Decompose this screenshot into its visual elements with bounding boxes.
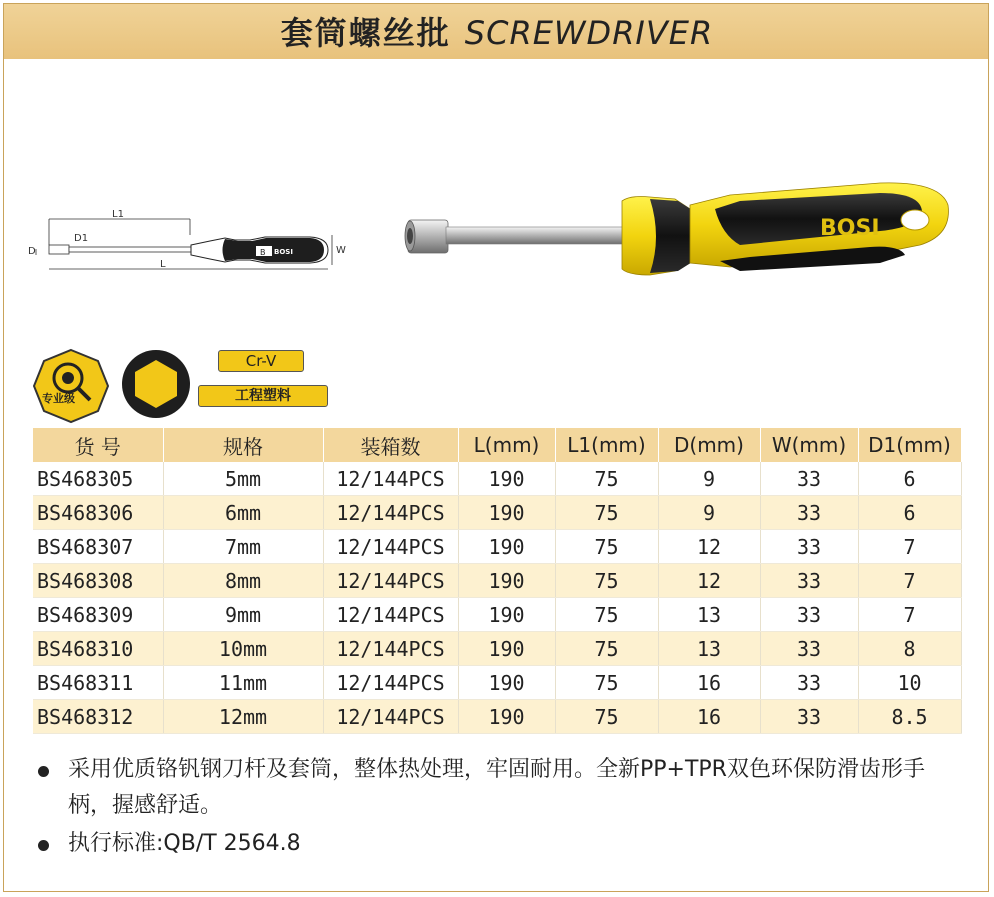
title-cn: 套筒螺丝批 — [280, 14, 451, 52]
cell-l: 190 — [458, 598, 555, 632]
cell-l1: 75 — [555, 462, 658, 496]
table-row — [33, 462, 961, 496]
cell-model: BS468306 — [33, 496, 163, 530]
bullet-dot-icon — [38, 766, 49, 777]
cell-w: 33 — [760, 564, 858, 598]
note-item — [34, 752, 964, 824]
cell-d1: 7 — [858, 564, 961, 598]
professional-grade-badge — [32, 348, 110, 424]
bullet-dot-icon — [38, 840, 49, 851]
drawing-brand: BOSI — [274, 248, 293, 256]
cell-d1: 8 — [858, 632, 961, 666]
cell-model: BS468311 — [33, 666, 163, 700]
cell-w: 33 — [760, 598, 858, 632]
table-row — [33, 632, 961, 666]
cell-l1: 75 — [555, 564, 658, 598]
cell-size: 6mm — [163, 496, 323, 530]
cell-model: BS468305 — [33, 462, 163, 496]
cell-l1: 75 — [555, 700, 658, 734]
cell-model: BS468310 — [33, 632, 163, 666]
table-row — [33, 530, 961, 564]
cell-model: BS468309 — [33, 598, 163, 632]
header-packing: 装箱数 — [323, 428, 458, 462]
hex-socket-badge — [120, 348, 192, 420]
cell-w: 33 — [760, 530, 858, 564]
header-d1: D1(mm) — [858, 428, 961, 462]
cell-l: 190 — [458, 462, 555, 496]
svg-text:B: B — [260, 248, 266, 257]
cell-size: 5mm — [163, 462, 323, 496]
title-en: SCREWDRIVER — [464, 14, 714, 52]
cell-packing: 12/144PCS — [323, 632, 458, 666]
cell-size: 12mm — [163, 700, 323, 734]
header-w: W(mm) — [760, 428, 858, 462]
header-l: L(mm) — [458, 428, 555, 462]
cell-d: 13 — [658, 632, 760, 666]
cell-size: 8mm — [163, 564, 323, 598]
header-model: 货 号 — [33, 428, 163, 462]
cell-d: 12 — [658, 530, 760, 564]
header-d: D(mm) — [658, 428, 760, 462]
dimension-drawing-svg — [20, 205, 360, 275]
cell-d1: 6 — [858, 462, 961, 496]
cell-size: 7mm — [163, 530, 323, 564]
cell-d1: 7 — [858, 598, 961, 632]
cell-packing: 12/144PCS — [323, 564, 458, 598]
cell-w: 33 — [760, 666, 858, 700]
cell-d: 16 — [658, 700, 760, 734]
cell-l: 190 — [458, 700, 555, 734]
label-d: D — [28, 246, 36, 257]
cell-size: 9mm — [163, 598, 323, 632]
cell-l: 190 — [458, 530, 555, 564]
cell-l1: 75 — [555, 598, 658, 632]
table-row — [33, 666, 961, 700]
material-plastic-tag: 工程塑料 — [198, 385, 328, 407]
label-d1: D1 — [74, 233, 89, 244]
header-size: 规格 — [163, 428, 323, 462]
dimension-drawing — [20, 205, 360, 275]
cell-packing: 12/144PCS — [323, 700, 458, 734]
cell-d1: 6 — [858, 496, 961, 530]
cell-model: BS468312 — [33, 700, 163, 734]
cell-l1: 75 — [555, 496, 658, 530]
cell-d: 12 — [658, 564, 760, 598]
cell-d: 16 — [658, 666, 760, 700]
cell-d1: 8.5 — [858, 700, 961, 734]
cell-d1: 7 — [858, 530, 961, 564]
cell-d1: 10 — [858, 666, 961, 700]
cell-w: 33 — [760, 462, 858, 496]
cell-l: 190 — [458, 666, 555, 700]
note-text: 采用优质铬钒钢刀杆及套筒，整体热处理，牢固耐用。全新PP+TPR双色环保防滑齿形手柄，握感舒适。 — [68, 757, 925, 818]
pro-label: 专业级 — [42, 392, 75, 405]
cell-d: 9 — [658, 496, 760, 530]
cell-packing: 12/144PCS — [323, 530, 458, 564]
label-l1: L1 — [112, 209, 124, 220]
cell-packing: 12/144PCS — [323, 666, 458, 700]
product-photo — [400, 175, 955, 290]
cell-packing: 12/144PCS — [323, 598, 458, 632]
cell-l: 190 — [458, 564, 555, 598]
table-row — [33, 700, 961, 734]
product-notes — [34, 752, 964, 862]
cell-model: BS468307 — [33, 530, 163, 564]
screwdriver-illustration — [400, 175, 955, 290]
label-l: L — [160, 259, 166, 270]
cell-size: 10mm — [163, 632, 323, 666]
header-l1: L1(mm) — [555, 428, 658, 462]
cell-d: 13 — [658, 598, 760, 632]
table-header-row — [33, 428, 961, 462]
cell-l1: 75 — [555, 530, 658, 564]
table-row — [33, 564, 961, 598]
cell-packing: 12/144PCS — [323, 462, 458, 496]
note-text: 执行标准:QB/T 2564.8 — [68, 831, 301, 856]
label-w: W — [336, 245, 346, 256]
cell-model: BS468308 — [33, 564, 163, 598]
page-title — [0, 8, 994, 54]
cell-l: 190 — [458, 496, 555, 530]
cell-w: 33 — [760, 632, 858, 666]
note-item — [34, 826, 964, 862]
cell-size: 11mm — [163, 666, 323, 700]
table-row — [33, 598, 961, 632]
cell-l1: 75 — [555, 632, 658, 666]
material-crv-tag: Cr-V — [218, 350, 304, 372]
cell-l: 190 — [458, 632, 555, 666]
cell-d: 9 — [658, 462, 760, 496]
cell-w: 33 — [760, 496, 858, 530]
cell-packing: 12/144PCS — [323, 496, 458, 530]
cell-w: 33 — [760, 700, 858, 734]
spec-table — [33, 428, 962, 734]
table-row — [33, 496, 961, 530]
cell-l1: 75 — [555, 666, 658, 700]
photo-brand: BOSI — [820, 216, 880, 241]
